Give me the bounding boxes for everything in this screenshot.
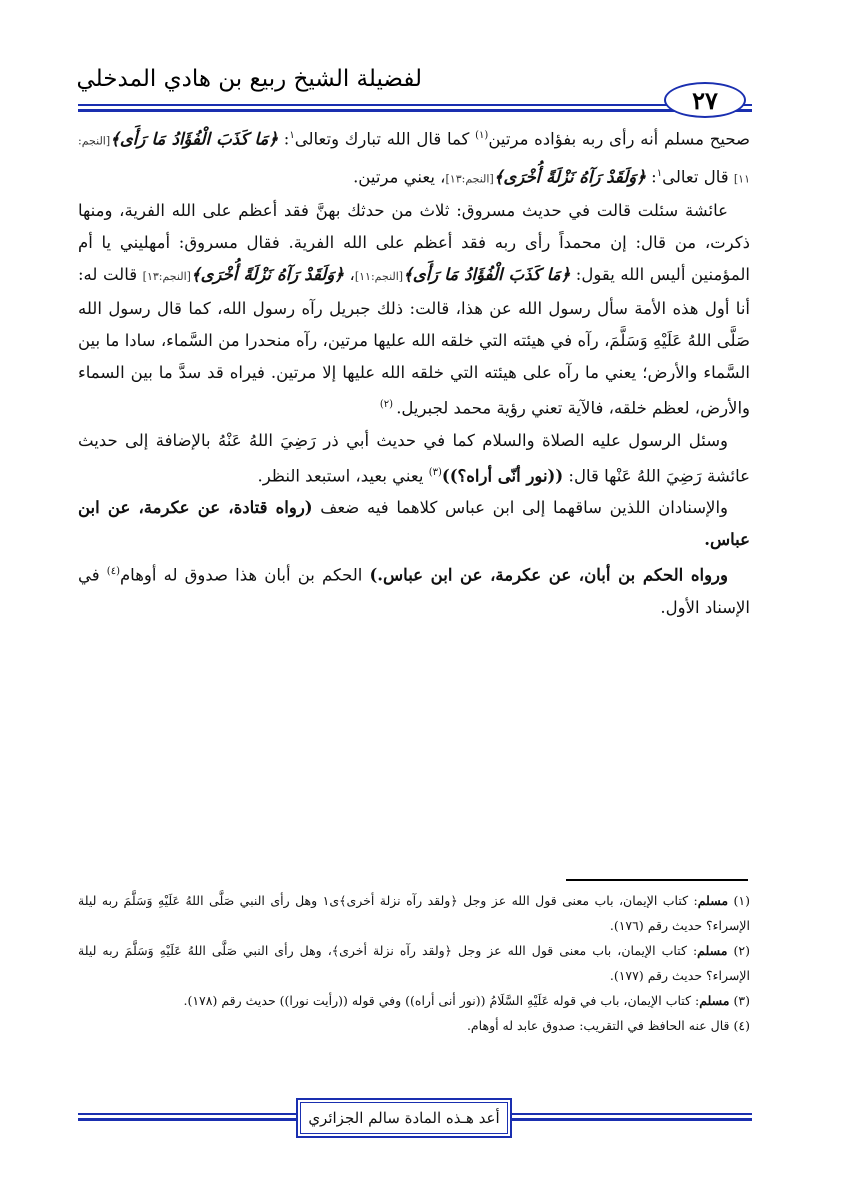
text-run: قال تعالى (662, 167, 734, 186)
text-run: يعني بعيد، استبعد النظر. (257, 466, 429, 485)
footnote-text: : كتاب الإيمان، باب معنى قول الله عز وجل ﴿ولقد رآه نزلة أخرى﴾، وهل رأى النبي صَلَّى اللهُ عَلَيْهِ وَسَلَّمَ ربه ليلة الإسراء؟ حديث رقم (١٧٧). (78, 943, 750, 983)
quran-verse: ﴿مَا كَذَبَ الْفُؤَادُ مَا رَأَى﴾ (110, 129, 279, 149)
footnote-item (78, 938, 750, 988)
text-run: في الإسناد الأول. (78, 565, 750, 617)
header-rule (78, 104, 752, 106)
footnote-number: (٢) (733, 943, 750, 958)
isnad-chain: ورواه الحكم بن أبان، عن عكرمة، عن ابن عباس.) (369, 565, 728, 585)
footnote-number: (٤) (733, 1018, 750, 1033)
verse-reference: [النجم: ١١] (78, 134, 750, 185)
footnotes (78, 888, 750, 1038)
footnote-number: (٣) (733, 993, 750, 1008)
text-run: الحكم بن أبان هذا صدوق له أوهام (119, 565, 370, 585)
header-title: لفضيلة الشيخ ربيع بن هادي المدخلي (76, 66, 422, 92)
quran-verse: ﴿مَا كَذَبَ الْفُؤَادُ مَا رَأَى﴾ (403, 265, 571, 284)
footnote-marker: ١ (656, 167, 663, 179)
footer-credit: أعد هـذه المادة سالم الجزائري (300, 1102, 508, 1134)
footnote-marker: (٣) (428, 466, 442, 478)
text-run: عائشة سئلت قالت في حديث مسروق: ثلاث من حدثك بهنَّ فقد أعظم على الله الفرية، ومنها ذكرت، من قال: إن محمداً رأى ربه فقد أعظم على الله الفرية. فقال مسروق: أمهليني يا أم المؤمنين أليس الله يقول: (78, 201, 750, 284)
header-rule-thick (78, 109, 752, 112)
isnad-chain: (رواه قتادة، عن عكرمة، عن ابن عباس. (78, 498, 750, 549)
footnote-text: : كتاب الإيمان، باب معنى قول الله عز وجل ﴿ولقد رآه نزلة أخرى﴾ى١ وهل رأى النبي صَلَّى اللهُ عَلَيْهِ وَسَلَّمَ ربه ليلة الإسراء؟ حديث رقم (١٧٦). (78, 893, 750, 933)
verse-reference: [النجم:١٣] (445, 172, 494, 185)
source-name: مسلم (697, 893, 729, 908)
main-text (78, 120, 750, 624)
paragraph-3 (78, 425, 750, 493)
paragraph-1 (78, 120, 750, 195)
footnote-marker: ١ (289, 130, 295, 141)
verse-reference: [النجم:١٣] (142, 270, 191, 283)
text-run: صحيح مسلم أنه رأى ربه بفؤاده مرتين (488, 129, 750, 149)
footnote-text: : كتاب الإيمان، باب في قوله عَلَيْهِ السَّلَامُ ((نور أنى أراه)) وفي قوله ((رأيت نورا)) حديث رقم (١٧٨). (183, 993, 700, 1008)
footnote-number: (١) (733, 893, 750, 908)
text-run: : (645, 167, 657, 186)
quran-verse: ﴿وَلَقَدْ رَآهُ نَزْلَةً أُخْرَى﴾ (493, 167, 646, 186)
text-run: وسئل الرسول عليه الصلاة والسلام كما في حديث أبي ذر رَضِيَ اللهُ عَنْهُ بالإضافة إلى حديث عائشة رَضِيَ اللهُ عَنْها قال: (78, 430, 750, 485)
footnote-item (78, 988, 750, 1013)
text-run: والإسنادان اللذين ساقهما إلى ابن عباس كلاهما فيه ضعف (312, 498, 729, 517)
source-name: مسلم (697, 943, 728, 958)
footnote-separator (566, 879, 748, 881)
footnote-marker: (١) (475, 130, 489, 141)
text-run: كما قال الله تبارك وتعالى (294, 129, 476, 149)
source-name: مسلم (699, 993, 730, 1008)
text-run: : (278, 129, 290, 149)
footer-credit-box (296, 1098, 512, 1138)
page-number: ٢٧ (692, 85, 718, 115)
quran-verse: ﴿وَلَقَدْ رَآهُ نَزْلَةً أُخْرَى﴾ (190, 265, 344, 284)
footnote-item (78, 1013, 750, 1038)
footnote-marker: (٢) (379, 399, 397, 410)
paragraph-4 (78, 492, 750, 556)
footnote-item (78, 888, 750, 938)
text-run: قالت له: أنا أول هذه الأمة سأل رسول الله عن هذا، قالت: ذلك جبريل رآه رسول الله، كما قال رسول الله صَلَّى اللهُ عَلَيْهِ وَسَلَّمَ، رآه في هيئته التي خلقه الله عليها مرتين، رآه منحدرا من السَّماء، سادا ما بين السَّماء والأرض؛ يعني ما رآه على هيئته التي خلقه الله عليها إلا مرتين. فيراه قد سدَّ ما بين السماء والأرض، لعظم خلقه، فالآية تعني رؤية محمد لجبريل. (78, 265, 750, 418)
footnote-text: قال عنه الحافظ في التقريب: صدوق عابد له أوهام. (466, 1018, 734, 1033)
page-number-badge (664, 82, 746, 118)
paragraph-2 (78, 195, 750, 425)
footnote-marker: (٤) (106, 566, 120, 577)
text-run: ، يعني مرتين. (353, 167, 446, 186)
verse-reference: [النجم:١١] (354, 270, 404, 283)
text-run: ، (343, 265, 355, 284)
hadith-quote: ((نور أنّى أراه؟)) (441, 466, 564, 485)
paragraph-5 (78, 556, 750, 624)
